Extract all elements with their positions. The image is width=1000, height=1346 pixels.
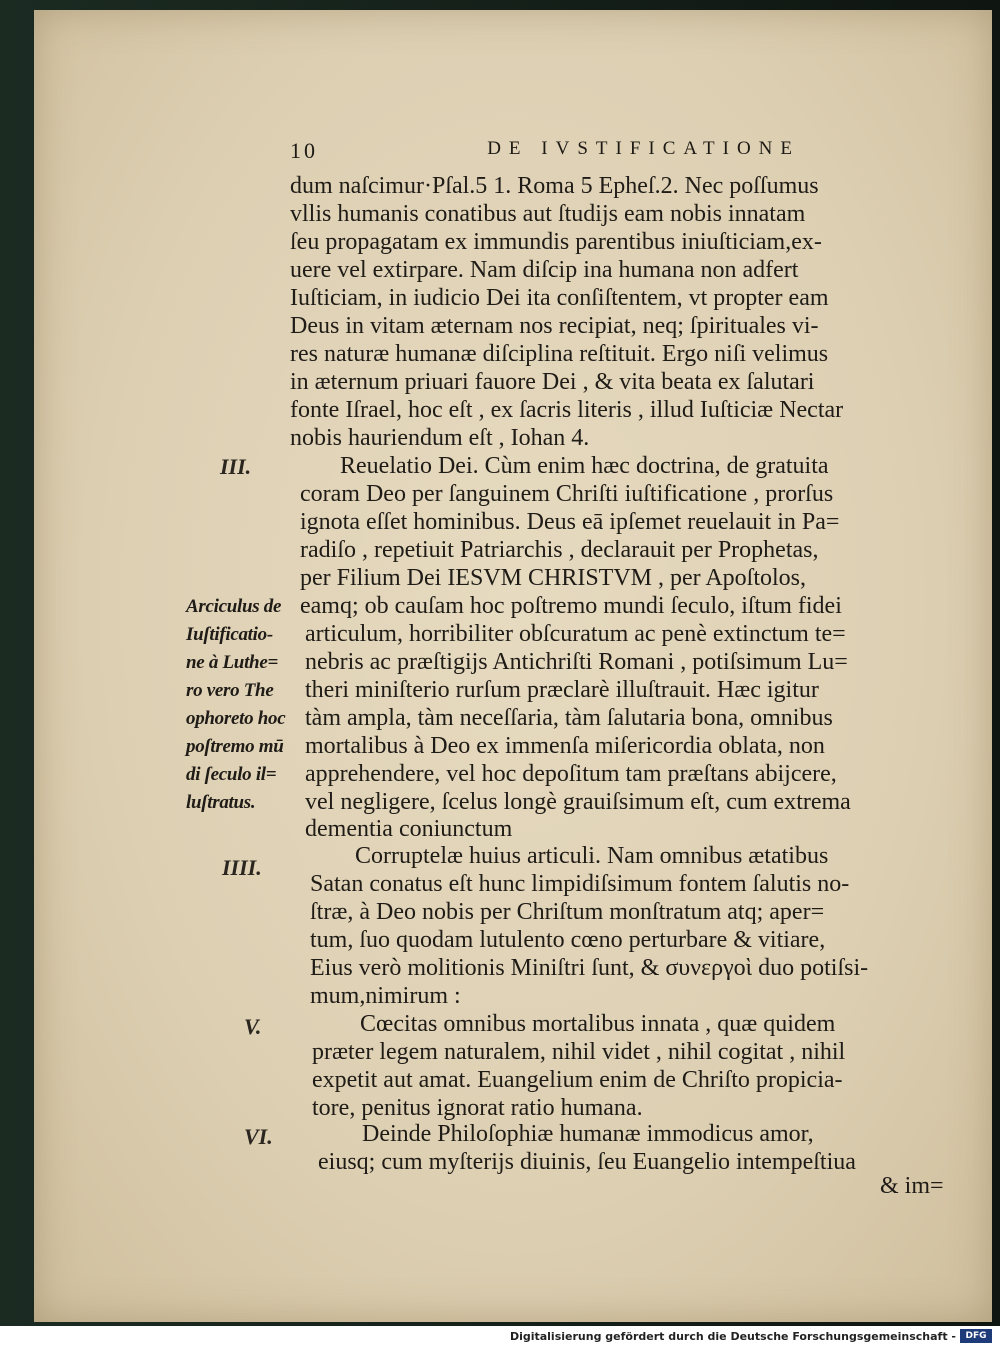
- text-line: Reuelatio Dei. Cùm enim hæc doctrina, de gratuita: [340, 453, 829, 479]
- text-line: ſeu propagatam ex immundis parentibus iniuſticiam,ex-: [290, 229, 822, 255]
- text-line: Deinde Philoſophiæ humanæ immodicus amor,: [362, 1121, 814, 1147]
- text-line: dum naſcimur·Pſal.5 1. Roma 5 Epheſ.2. Nec poſſumus: [290, 173, 819, 199]
- dfg-logo: DFG: [960, 1329, 992, 1343]
- margin-note-line: ro vero The: [186, 680, 274, 701]
- margin-note-line: di ſeculo il=: [186, 764, 277, 785]
- funding-credit: Digitalisierung gefördert durch die Deutsche Forschungsgemeinschaft -: [509, 1330, 956, 1343]
- margin-note-line: Iuſtificatio-: [186, 624, 273, 645]
- text-line: tàm ampla, tàm neceſſaria, tàm ſalutaria bona, omnibus: [305, 705, 833, 731]
- text-line: vel negligere, ſcelus longè grauiſsimum eſt, cum extrema: [305, 789, 851, 815]
- text-line: fonte Iſrael, hoc eſt , ex ſacris literis , illud Iuſticiæ Nectar: [290, 397, 844, 423]
- section-number: IIII.: [222, 855, 262, 880]
- text-line: eamq; ob cauſam hoc poſtremo mundi ſeculo, iſtum fidei: [300, 593, 842, 619]
- margin-note-line: poſtremo mū: [186, 736, 284, 757]
- text-line: & im=: [880, 1173, 944, 1199]
- text-line: per Filium Dei IESVM CHRISTVM , per Apoſtolos,: [300, 565, 807, 591]
- text-line: nobis hauriendum eſt , Iohan 4.: [290, 425, 590, 451]
- text-line: Deus in vitam æternam nos recipiat, neq; ſpirituales vi-: [290, 313, 819, 339]
- text-line: tum, ſuo quodam lutulento cœno perturbare & vitiare,: [310, 927, 826, 953]
- text-line: Eius verò molitionis Miniſtri ſunt, & συνεργοὶ duo potiſsi-: [310, 955, 869, 981]
- text-line: coram Deo per ſanguinem Chriſti iuſtificatione , prorſus: [300, 481, 834, 507]
- text-line: mortalibus à Deo ex immenſa miſericordia oblata, non: [305, 733, 825, 759]
- section-number: VI.: [244, 1124, 273, 1149]
- page-number: 10: [290, 138, 318, 163]
- text-line: vllis humanis conatibus aut ſtudijs eam nobis innatam: [290, 201, 806, 227]
- running-title: DE IVSTIFICATIONE: [487, 138, 800, 159]
- margin-note-line: ophoreto hoc: [186, 708, 286, 729]
- text-line: articulum, horribiliter obſcuratum ac penè extinctum te=: [305, 621, 846, 647]
- text-line: ſtræ, à Deo nobis per Chriſtum monſtratum atq; aper=: [310, 899, 825, 925]
- text-line: Corruptelæ huius articuli. Nam omnibus ætatibus: [355, 843, 829, 869]
- text-line: uere vel extirpare. Nam diſcip ina humana non adfert: [290, 257, 799, 283]
- text-line: res naturæ humanæ diſciplina reſtituit. Ergo niſi velimus: [290, 341, 829, 367]
- text-line: Cœcitas omnibus mortalibus innata , quæ quidem: [360, 1011, 836, 1037]
- text-line: ignota eſſet hominibus. Deus eā ipſemet reuelauit in Pa=: [300, 509, 840, 535]
- section-number: V.: [244, 1014, 262, 1039]
- text-line: tore, penitus ignorat ratio humana.: [312, 1095, 643, 1121]
- text-line: eiusq; cum myſterijs diuinis, ſeu Euangelio intempeſtiua: [318, 1149, 856, 1175]
- margin-note-line: ne à Luthe=: [186, 652, 278, 673]
- section-number: III.: [220, 454, 252, 479]
- text-line: expetit aut amat. Euangelium enim de Chriſto propicia-: [312, 1067, 843, 1093]
- margin-note-line: luſtratus.: [186, 792, 256, 813]
- text-line: Iuſticiam, in iudicio Dei ita conſiſtentem, vt propter eam: [290, 285, 829, 311]
- text-line: in æternum priuari fauore Dei , & vita beata ex ſalutari: [290, 369, 815, 395]
- text-line: theri miniſterio rurſum præclarè illuſtrauit. Hæc igitur: [305, 677, 819, 703]
- text-line: radiſo , repetiuit Patriarchis , declarauit per Prophetas,: [300, 537, 819, 563]
- text-line: mum,nimirum :: [310, 983, 461, 1009]
- text-line: nebris ac præſtigijs Antichriſti Romani , potiſsimum Lu=: [305, 649, 848, 675]
- margin-note-line: Arciculus de: [186, 596, 282, 617]
- running-header: [290, 138, 800, 164]
- text-line: dementia coniunctum: [305, 816, 513, 842]
- text-line: præter legem naturalem, nihil videt , nihil cogitat , nihil: [312, 1039, 846, 1065]
- text-line: Satan conatus eſt hunc limpidiſsimum fontem ſalutis no-: [310, 871, 850, 897]
- text-line: apprehendere, vel hoc depoſitum tam præſtans abijcere,: [305, 761, 837, 787]
